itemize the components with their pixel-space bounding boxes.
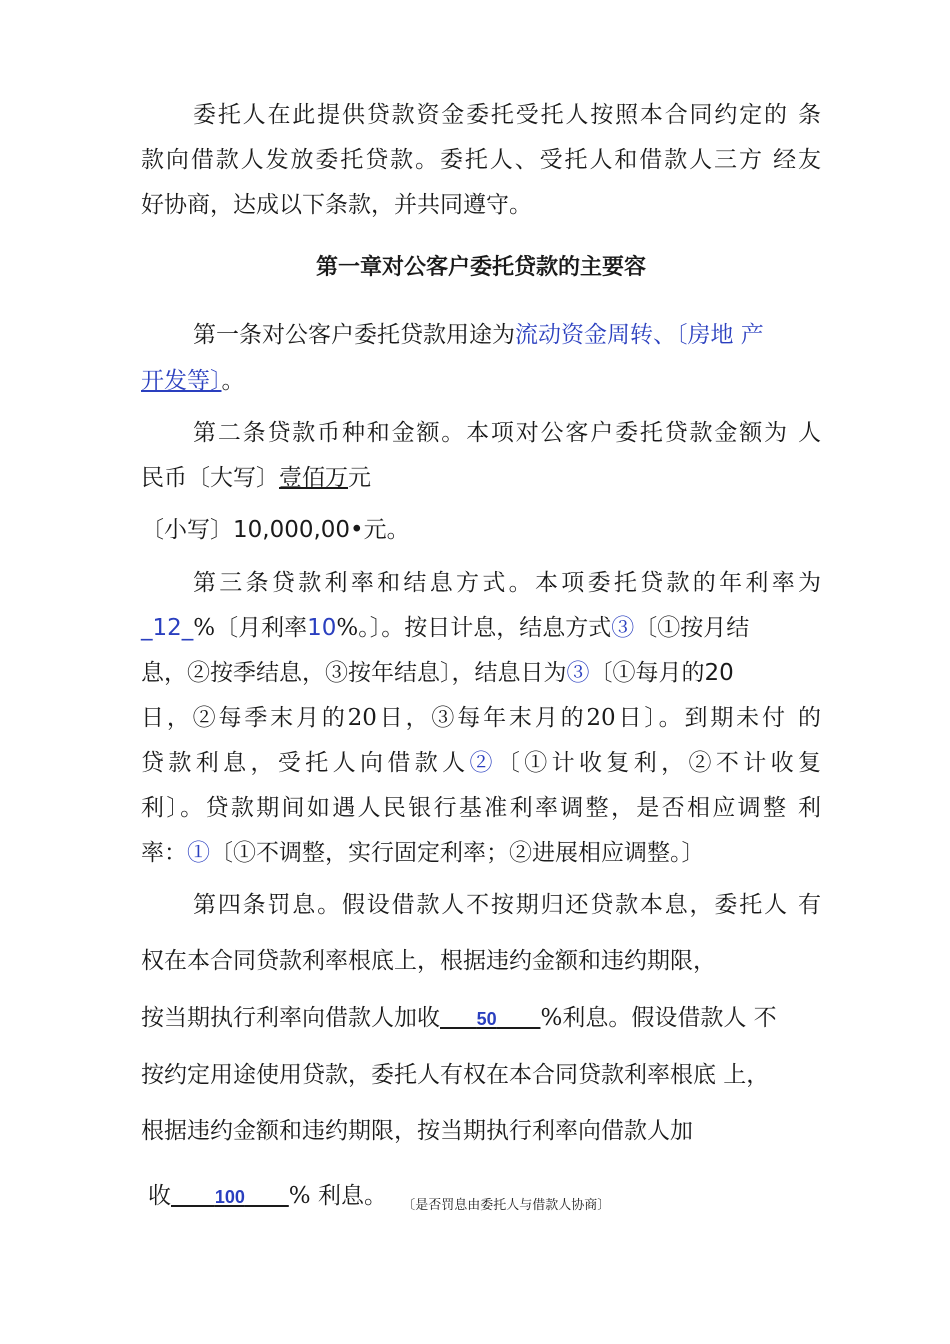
adjust-choice: ① bbox=[187, 840, 210, 866]
intro-line-3: 好协商，达成以下条款，并共同遵守。 bbox=[141, 192, 532, 218]
compound-choice: ② bbox=[469, 750, 497, 776]
article-2-line-1: 第二条贷款币种和金额。本项对公客户委托贷款金额为 人 bbox=[193, 420, 821, 446]
interest-method-options: 〔①按月结 bbox=[634, 615, 750, 641]
adjust-options: 〔①不调整，实行固定利率；②进展相应调整。〕 bbox=[210, 840, 705, 866]
article-2-line-2 bbox=[141, 463, 821, 493]
intro-line-2: 款向借款人发放委托贷款。委托人、受托人和借款人三方 经友 bbox=[141, 147, 821, 173]
article-4-line-5: 根据违约金额和违约期限，按当期执行利率向借款人加 bbox=[141, 1118, 693, 1144]
article-3-line-1: 第三条贷款利率和结息方式。本项委托贷款的年利率为 bbox=[193, 570, 821, 596]
article-1-end: 。 bbox=[221, 368, 245, 394]
amount-upper-unit: 元 bbox=[348, 465, 371, 491]
compound-options: 〔①计收复利，②不计收复 bbox=[496, 750, 821, 776]
article-3-line-2 bbox=[141, 613, 821, 643]
penalty-note: 〔是否罚息由委托人与借款人协商〕 bbox=[402, 1198, 611, 1213]
penalty-2-value: 100 bbox=[214, 1187, 245, 1207]
article-4-line-4: 按约定用途使用贷款，委托人有权在本合同贷款利率根底 上， bbox=[141, 1062, 770, 1088]
loan-purpose: 流动资金周转、〔房地 产 bbox=[515, 322, 764, 348]
article-1-line-2 bbox=[141, 366, 821, 396]
amount-lower-unit: 元。 bbox=[363, 517, 410, 543]
adjust-label: 率： bbox=[141, 840, 187, 866]
interest-day-options: 〔①每月的 bbox=[589, 660, 705, 686]
article-4-line-2: 权在本合同贷款利率根底上，根据违约金额和违约期限， bbox=[141, 948, 716, 974]
penalty-2-suffix: % 利息。 bbox=[288, 1183, 387, 1209]
amount-upper-label: 民币〔大写〕 bbox=[141, 465, 279, 491]
article-4-line-6 bbox=[148, 1181, 828, 1215]
penalty-1-value: 50 bbox=[476, 1009, 497, 1029]
compound-label: 贷款利息，受托人向借款人 bbox=[141, 750, 470, 776]
article-3-line-4: 日，②每季末月的20日，③每年末月的20日〕。到期未付 的 bbox=[141, 705, 821, 731]
amount-lower-value: 10,000,00• bbox=[233, 517, 364, 543]
interest-method-choice: ③ bbox=[611, 615, 635, 641]
chapter-title: 第一章对公客户委托贷款的主要容 bbox=[315, 255, 646, 280]
interest-options-text: 息，②按季结息，③按年结息〕，结息日为 bbox=[141, 660, 567, 686]
article-3-line-5 bbox=[141, 748, 821, 778]
penalty-2-label: 收 bbox=[148, 1183, 171, 1209]
article-1-line-1 bbox=[193, 320, 821, 350]
article-2-line-3 bbox=[141, 515, 821, 545]
article-4-line-1: 第四条罚息。假设借款人不按期归还贷款本息，委托人 有 bbox=[193, 892, 821, 918]
penalty-2-blank bbox=[171, 1183, 289, 1209]
article-3-line-7 bbox=[141, 838, 821, 868]
monthly-rate: 10 bbox=[307, 615, 337, 641]
interest-day-choice: ③ bbox=[566, 660, 590, 686]
article-3-line-6: 利〕。贷款期间如遇人民银行基准利率调整，是否相应调整 利 bbox=[141, 795, 821, 821]
monthly-rate-label: %〔月利率 bbox=[193, 615, 308, 641]
interest-day-number: 20 bbox=[704, 660, 734, 686]
interest-method-label: %。〕。按日计息，结息方式 bbox=[336, 615, 612, 641]
annual-rate: _12_ bbox=[141, 615, 194, 641]
penalty-1-label: 按当期执行利率向借款人加收 bbox=[141, 1005, 440, 1031]
amount-upper-value: 壹佰万 bbox=[279, 465, 348, 491]
intro-line-1: 委托人在此提供贷款资金委托受托人按照本合同约定的 条 bbox=[193, 102, 821, 128]
article-1-prefix: 第一条对公客户委托贷款用途为 bbox=[193, 322, 515, 348]
penalty-1-suffix: %利息。假设借款人 不 bbox=[540, 1005, 777, 1031]
loan-purpose-continued: 开发等〕 bbox=[141, 368, 222, 394]
article-3-line-3 bbox=[141, 658, 821, 688]
penalty-1-blank bbox=[440, 1005, 540, 1031]
amount-lower-label: 〔小写〕 bbox=[141, 517, 233, 543]
article-4-line-3 bbox=[141, 1003, 821, 1034]
